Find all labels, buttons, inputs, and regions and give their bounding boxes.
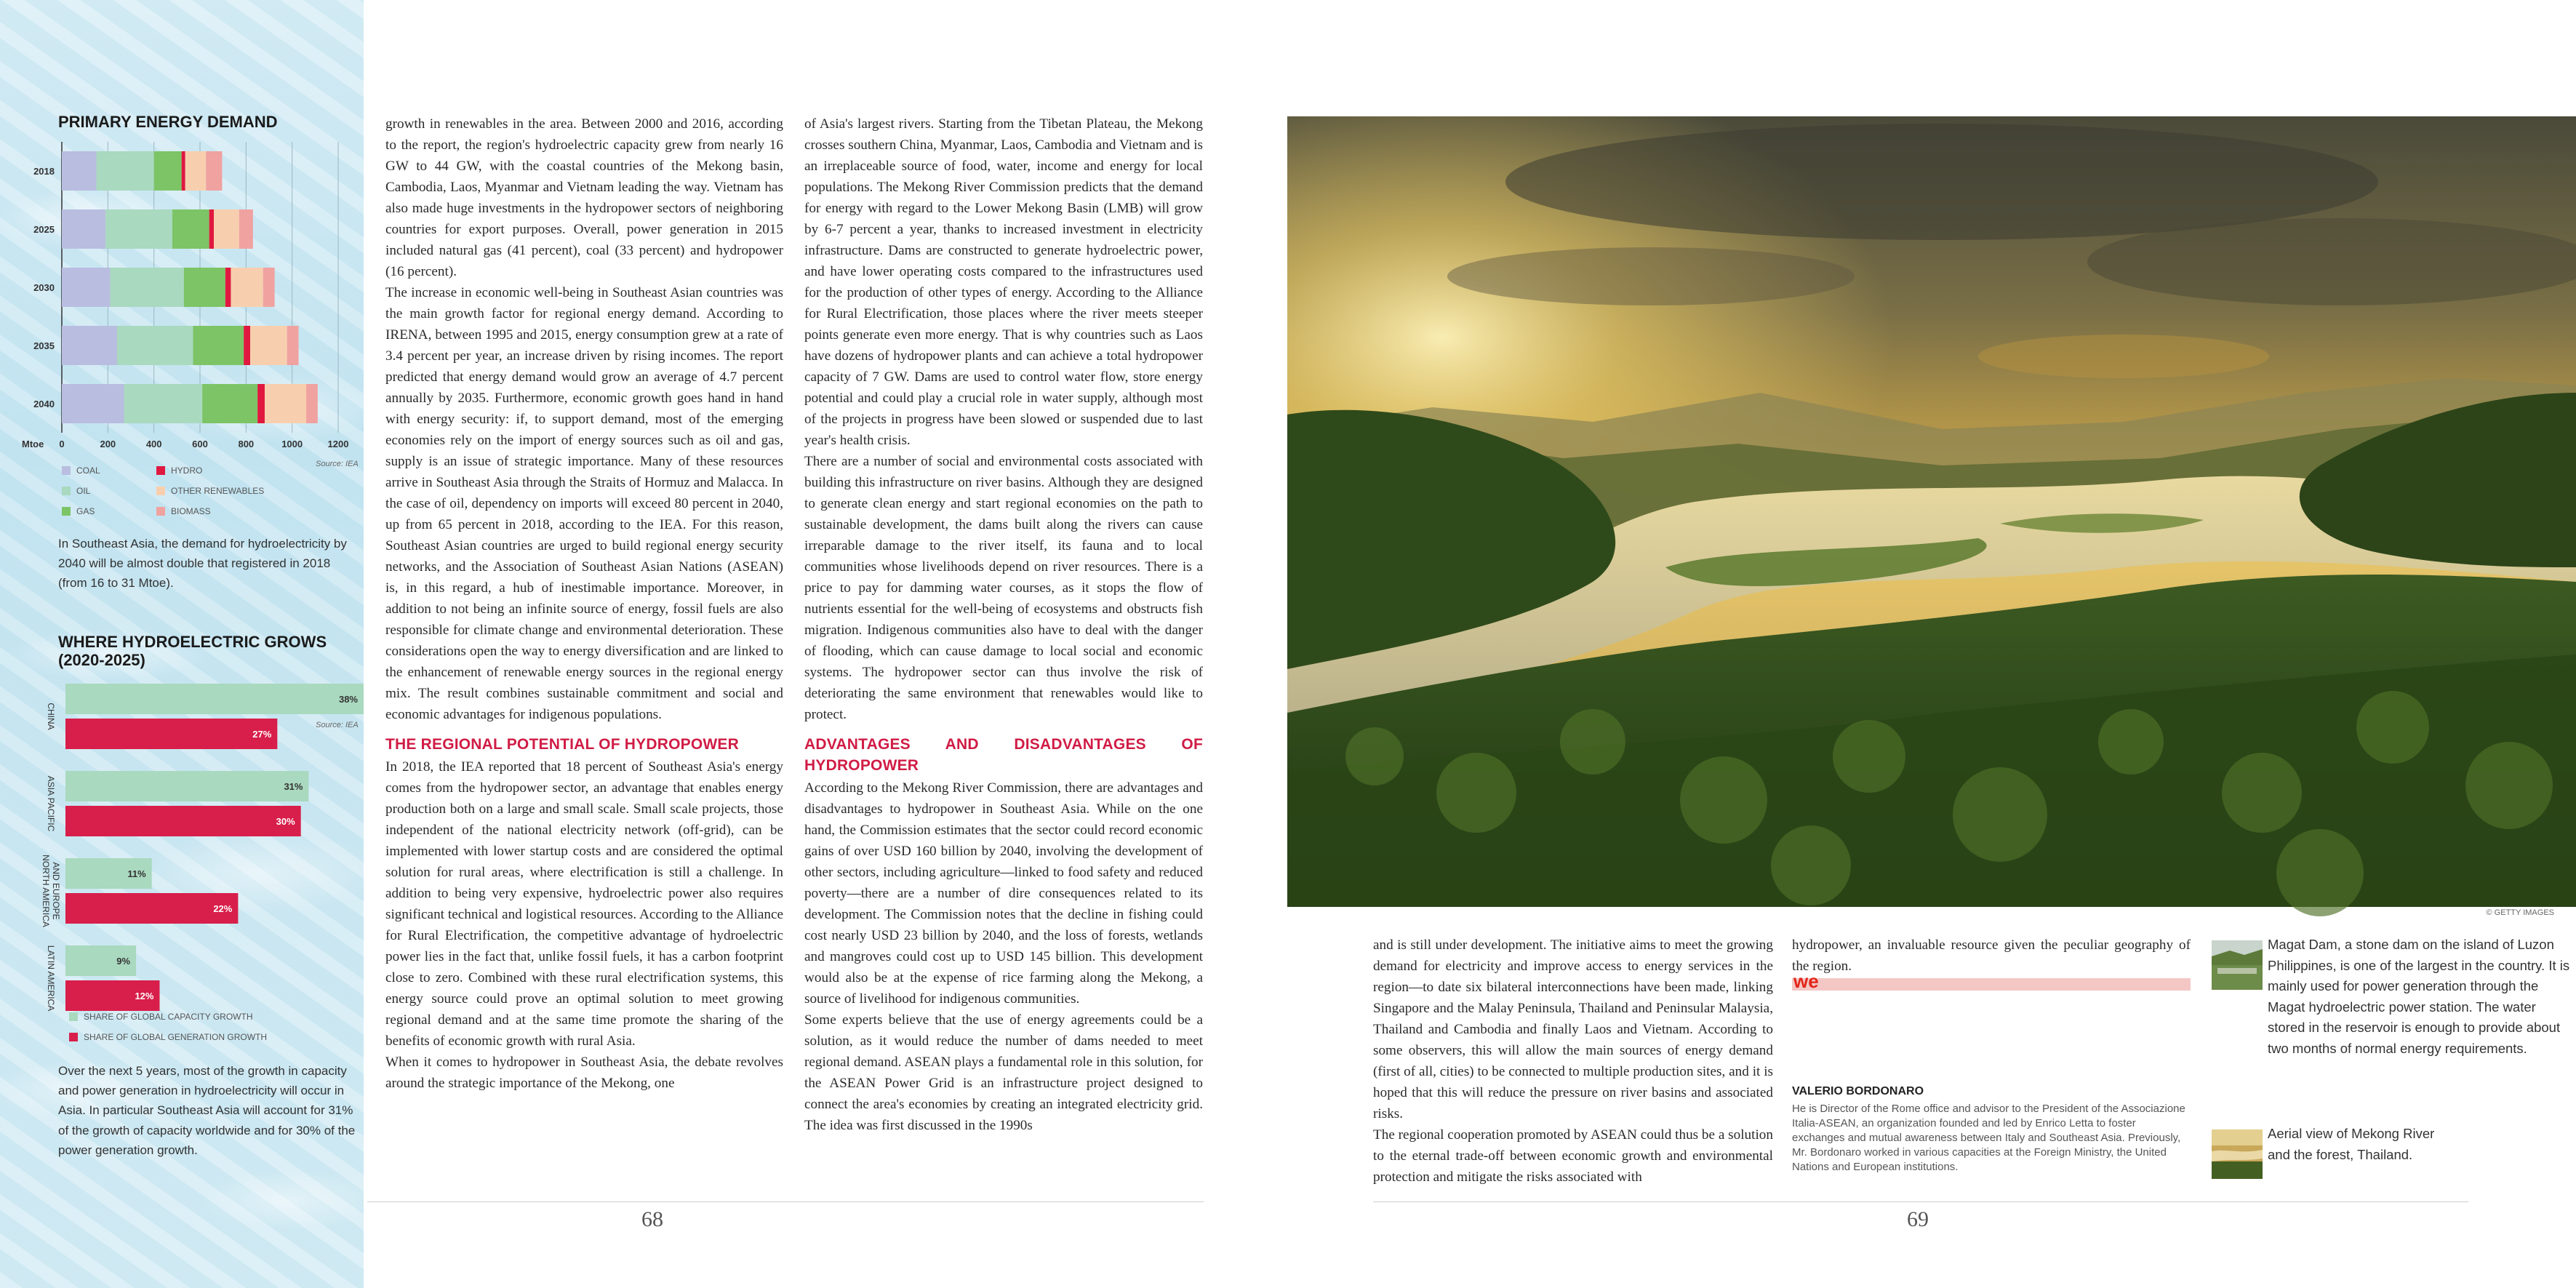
bar-hydro (244, 326, 250, 365)
legend-swatch (69, 1033, 78, 1041)
bar-biomass (206, 151, 222, 191)
bar-other-renewables (250, 326, 287, 365)
legend-swatch (156, 487, 165, 495)
legend-label: SHARE OF GLOBAL CAPACITY GROWTH (84, 1012, 253, 1022)
bar-coal (62, 209, 105, 249)
hydro-note: Over the next 5 years, most of the growth in capacity and power generation in hydroelectricity will occur in Asia. In particular Southeast Asia will account for 31% of the growth of capacity worldwide and for 30% of the power generation growth. (58, 1064, 356, 1157)
paragraph: growth in renewables in the area. Between 2000 and 2016, according to the report, the region's hydroelectric capacity grew from nearly 16 GW to 44 GW, with the coastal countries of the Mekong basin, Cambodia, Laos, Myanmar and Vietnam leading the way. Vietnam has also made huge investments in the hydropower sectors of neighboring countries for export purposes. Overall, power generation in 2015 included natural gas (41 percent), coal (33 percent) and hydropower (16 percent). (385, 116, 783, 279)
data-label: 11% (127, 868, 146, 879)
paragraph: In 2018, the IEA reported that 18 percent of Southeast Asia's energy comes from the hydropower sector, an advantage that enables energy production both on a large and small scale. Small scale projects, those independent of the national electricity network (off-grid), can be implemented with lower startup costs and are considered the optimal solution for rural areas, where electrification is still a challenge. In addition to being very expensive, hydroelectric power also requires significant technical and logistical resources. According to the Alliance for Rural Electrification, the competitive advantage of hydroelectric power lies in the fact that, unlike fossil fuels, it has a carbon footprint close to zero. Combined with these rural electrification systems, this energy source could prove an optimal solution to meet growing regional demand and at the same time promote the sharing of the benefits of economic growth with rural Asia. (385, 759, 783, 1049)
data-label: 38% (338, 694, 358, 705)
legend-swatch (156, 507, 165, 516)
bar-gas (154, 151, 182, 191)
bar-biomass (306, 384, 318, 423)
category-label: 2018 (33, 166, 55, 177)
data-label: 27% (252, 729, 272, 740)
bar-biomass (287, 326, 299, 365)
hydro-chart-svg (29, 676, 364, 1018)
hydro-chart-source: Source: IEA (316, 721, 359, 729)
x-tick-label: 600 (192, 439, 208, 449)
x-tick-label: 0 (59, 439, 65, 449)
legend-swatch (62, 466, 71, 475)
column-2 (804, 113, 1203, 1136)
legend-label: HYDRO (171, 465, 203, 476)
bar-hydro (209, 209, 214, 249)
x-tick-label: 200 (100, 439, 116, 449)
paragraph: and is still under development. The initiative aims to meet the growing demand for electricity and improve access to energy services in the region—to date six bilateral interconnections have been made, linking Singapore and the Malay Peninsula, Thailand and Peninsular Malaysia, Thailand and Cambodia and finally Laos and Vietnam. According to some observers, this will allow the main sources of energy demand (first of all, cities) to be connected to multiple production sites, and it is hoped that this will reduce the pressure on river basins and associated risks. (1373, 937, 1773, 1121)
generation-growth-bar (65, 806, 301, 836)
x-tick-label: 400 (145, 439, 162, 449)
data-label: 22% (213, 903, 233, 914)
magat-dam-thumbnail (2212, 940, 2263, 990)
magat-dam-caption: Magat Dam, a stone dam on the island of Luzon Philippines, is one of the largest in the country. It is mainly used for power generation through the Magat hydroelectric power station. The water stored in the reservoir is enough to provide about two months of normal energy requirements. (2268, 937, 2570, 1056)
bar-biomass (263, 268, 275, 307)
bar-oil (111, 268, 184, 307)
x-tick-label: 1200 (327, 439, 349, 449)
bar-other-renewables (214, 209, 239, 249)
bar-other-renewables (265, 384, 306, 423)
bar-other-renewables (185, 151, 207, 191)
category-label: 2035 (33, 340, 55, 351)
data-label: 31% (284, 781, 303, 792)
mekong-caption: Aerial view of Mekong River and the forest, Thailand. (2268, 1126, 2435, 1162)
energy-note: In Southeast Asia, the demand for hydroelectricity by 2040 will be almost double that registered in 2018 (from 16 to 31 Mtoe). (58, 537, 347, 591)
category-label: LATIN AMERICA (46, 945, 56, 1012)
legend-item (156, 486, 264, 496)
bar-oil (105, 209, 172, 249)
author-bio: He is Director of the Rome office and advisor to the President of the Associazione Italia-ASEAN, an organization founded and led by Enrico Letta to foster exchanges and mutual awareness between Italy and Southeast Asia. Previously, Mr. Bordonaro worked in various capacities at the Foreign Ministry, the United Nations and European institutions. (1792, 1103, 2185, 1173)
section-heading: ADVANTAGES AND DISADVANTAGES OF HYDROPOWER (804, 736, 1203, 774)
page-number-left: 68 (641, 1207, 663, 1231)
x-tick-label: 1000 (281, 439, 303, 449)
bar-other-renewables (231, 268, 263, 307)
bar-gas (193, 326, 244, 365)
bar-coal (62, 151, 97, 191)
bar-gas (202, 384, 257, 423)
column-3 (1373, 935, 1773, 1188)
x-tick-label: 800 (238, 439, 255, 449)
paragraph: hydropower, an invaluable resource given the peculiar geography of the region. (1792, 937, 2191, 974)
data-label: 30% (276, 816, 295, 827)
bar-hydro (225, 268, 231, 307)
data-label: 12% (135, 991, 154, 1001)
generation-growth-bar (65, 893, 238, 924)
category-label: AND EUROPE (51, 862, 61, 920)
column-4 (1792, 935, 2191, 977)
legend-label: COAL (76, 465, 100, 476)
legend-label: GAS (76, 506, 95, 516)
we-logo: we (1793, 970, 1819, 992)
category-label: 2025 (33, 224, 55, 235)
legend-item (156, 506, 211, 516)
legend-swatch (62, 507, 71, 516)
bar-coal (62, 326, 117, 365)
dam-thumbnail-image (2212, 940, 2263, 990)
legend-item (62, 465, 100, 476)
infographic-sidebar (0, 0, 364, 1288)
category-label: CHINA (46, 703, 56, 730)
paragraph: Some experts believe that the use of energy agreements could be a solution, as it would reduce the number of dams needed to meet regional demand. ASEAN plays a fundamental role in this solution, for the ASEAN Power Grid is an infrastructure project designed to connect the area's economies by creating an integrated electricity grid. The idea was first discussed in the 1990s (804, 1012, 1203, 1133)
legend-swatch (62, 487, 71, 495)
energy-chart-svg (22, 135, 349, 455)
mekong-river-photo (1287, 116, 2576, 907)
category-label: NORTH AMERICA (41, 855, 51, 927)
author-brand-bar (1792, 978, 2191, 991)
legend-swatch (156, 466, 165, 475)
energy-chart-title: PRIMARY ENERGY DEMAND (58, 113, 278, 131)
mekong-thumbnail-image (2212, 1129, 2263, 1179)
hydro-chart-title: WHERE HYDROELECTRIC GROWS (2020-2025) (58, 633, 327, 670)
category-label: ASIA PACIFIC (46, 775, 56, 832)
hydro-growth-chart (29, 676, 364, 1018)
bar-coal (62, 268, 111, 307)
legend-item (69, 1032, 267, 1042)
author-name: VALERIO BORDONARO (1792, 1085, 1924, 1097)
footer-rule-left (367, 1201, 1204, 1202)
paragraph: According to the Mekong River Commission, there are advantages and disadvantages to hydropower in Southeast Asia. While on the one hand, the Commission estimates that the sector could record economic gains of over USD 160 billion by 2040, involving the development of other sectors, including agriculture—linked to food safety and reduced poverty—there are a number of dire consequences related to its development. The Commission notes that the decline in fishing could cost nearly USD 23 billion by 2040, and the loss of forests, wetlands and mangroves could cost up to USD 145 billion. This development would also be at the expense of rice farming along the Mekong, a source of livelihood for indigenous communities. (804, 780, 1203, 1007)
paragraph: The increase in economic well-being in Southeast Asian countries was the main growth factor for regional energy demand. According to IRENA, between 1995 and 2015, energy consumption grew at a rate of 3.4 percent per year, an increase driven by rising incomes. The report predicted that energy demand would grow an average of 4.7 percent annually by 2035. Furthermore, economic growth goes hand in hand with energy security: if, to support demand, most of the emerging economies rely on the import of energy sources such as oil and gas, supply is an issue of strategic importance. Many of these resources arrive in Southeast Asia through the Straits of Hormuz and Malacca. In the case of oil, dependency on imports will exceed 80 percent in 2040, up from 65 percent in 2018, according to the IEA. For this reason, Southeast Asian countries are urged to build regional energy security networks, and the Association of Southeast Asian Nations (ASEAN) is, in this regard, a hub of inestimable importance. Moreover, in addition to not being an infinite source of energy, fossil fuels are also responsible for climate change and environmental deterioration. These considerations open the way to energy diversification and are linked to the enhancement of renewable energy sources in the regional energy mix. The result combines sustainable commitment and social and economic advantages for indigenous populations. (385, 285, 783, 722)
legend-item (62, 506, 95, 516)
paragraph: The regional cooperation promoted by ASEAN could thus be a solution to the eternal trade-off between economic growth and environmental protection and mitigate the risks associated with (1373, 1127, 1773, 1185)
energy-chart-source: Source: IEA (316, 460, 359, 468)
legend-item (69, 1012, 252, 1022)
bar-gas (172, 209, 209, 249)
legend-item (62, 486, 90, 496)
generation-growth-bar (65, 719, 277, 749)
legend-swatch (69, 1012, 78, 1021)
data-label: 9% (116, 956, 131, 967)
category-label: 2040 (33, 399, 55, 409)
bar-hydro (182, 151, 185, 191)
legend-label: OTHER RENEWABLES (171, 486, 265, 496)
legend-label: OIL (76, 486, 91, 496)
photo-credit: © GETTY IMAGES (2486, 908, 2554, 917)
legend-item (156, 465, 202, 476)
column-1 (385, 113, 783, 1094)
paragraph: There are a number of social and environmental costs associated with building this infrastructure on river basins. Although they are designed to generate clean energy and start regional economies on the path to sustainable development, the dams built along the rivers can cause irreparable damage to the river itself, its fauna and to local communities whose livelihoods depend on river resources. There is a price to pay for damming water courses, as it stops the flow of nutrients essential for the well-being of ecosystems and obstructs fish migration. Indigenous communities also have to deal with the danger of flooding, which can cause damage to local social and economic systems. The hydropower sector can thus involve the risk of deteriorating the same environment that renewables would like to protect. (804, 454, 1203, 722)
section-heading: THE REGIONAL POTENTIAL OF HYDROPOWER (385, 736, 739, 753)
legend-label: SHARE OF GLOBAL GENERATION GROWTH (84, 1032, 268, 1042)
mekong-thumbnail (2212, 1129, 2263, 1179)
landscape-illustration (1287, 116, 2576, 907)
paragraph: When it comes to hydropower in Southeast Asia, the debate revolves around the strategic importance of the Mekong, one (385, 1055, 783, 1091)
bar-biomass (239, 209, 253, 249)
capacity-growth-bar (65, 771, 308, 801)
bar-oil (117, 326, 193, 365)
bar-coal (62, 384, 124, 423)
paragraph: of Asia's largest rivers. Starting from the Tibetan Plateau, the Mekong crosses southern China, Myanmar, Laos, Cambodia and Vietnam and is an irreplaceable source of food, water, income and energy for local populations. The Mekong River Commission predicts that the demand for energy with regard to the Lower Mekong Basin (LMB) will grow by 6-7 percent a year, thanks to increased investment in electricity infrastructure. Dams are constructed to generate hydroelectric power, and have lower operating costs compared to the infrastructures used for the production of other types of energy. According to the Alliance for Rural Electrification, those places where the river meets steeper points generate even more energy. That is why countries such as Laos have dozens of hydropower plants and can achieve a total hydropower capacity of 7 GW. Dams are used to control water flow, store energy potential and could play a crucial role in water supply, although most of the projects in progress have been slowed or suspended due to last year's health crisis. (804, 116, 1203, 448)
footer-rule-right (1373, 1201, 2468, 1202)
page-number-right: 69 (1907, 1207, 1929, 1231)
unit-label: Mtoe (22, 439, 44, 449)
bar-hydro (257, 384, 265, 423)
legend-label: BIOMASS (171, 506, 211, 516)
capacity-growth-bar (65, 684, 364, 714)
category-label: 2030 (33, 282, 55, 293)
bar-gas (184, 268, 225, 307)
energy-demand-chart (22, 135, 349, 455)
bar-oil (124, 384, 203, 423)
bar-oil (97, 151, 154, 191)
